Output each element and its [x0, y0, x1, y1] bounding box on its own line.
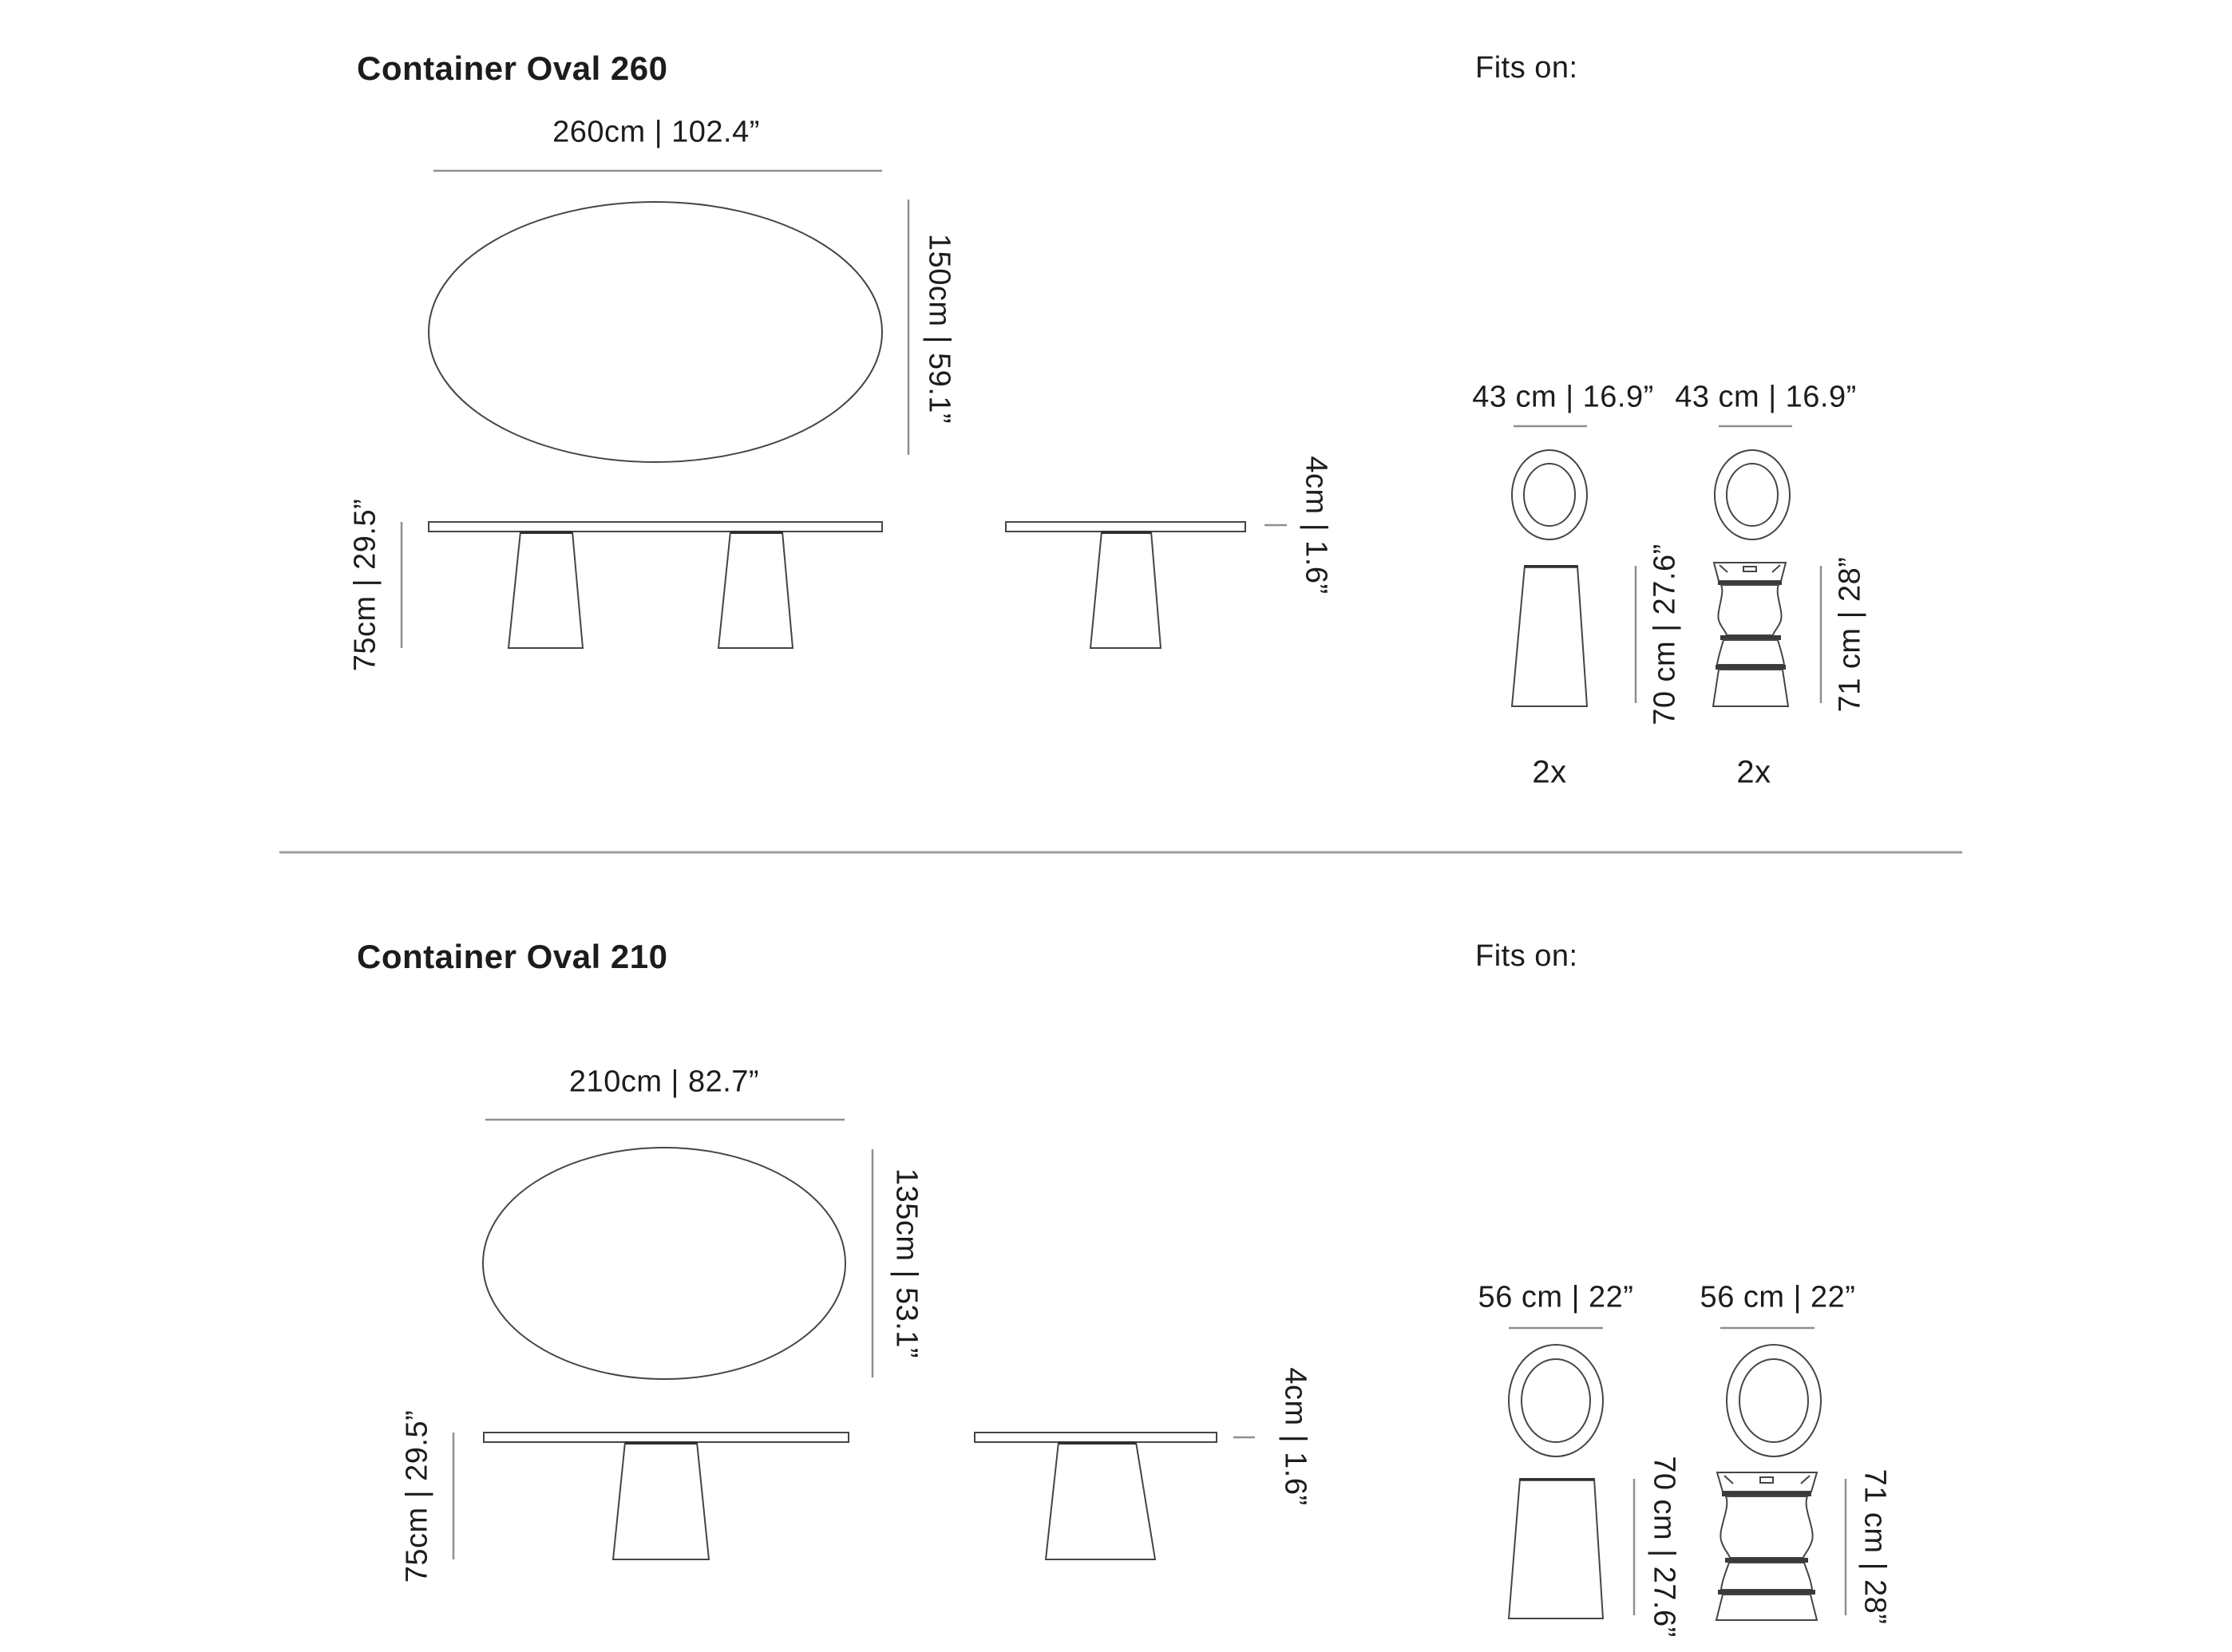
base-cone-43 — [1512, 426, 1636, 706]
base2-diameter-label-260: 43 cm | 16.9” — [1675, 380, 1857, 414]
fits-on-label-260: Fits on: — [1475, 51, 1578, 85]
side-view-short-210 — [975, 1433, 1255, 1559]
side-view-long-210 — [453, 1433, 849, 1559]
section-title-oval-260: Container Oval 260 — [357, 49, 668, 87]
depth-label-260: 150cm | 59.1” — [922, 233, 956, 425]
width-label-260: 260cm | 102.4” — [552, 115, 760, 149]
base2-height-label-210: 71 cm | 28” — [1858, 1468, 1892, 1625]
base1-diameter-label-260: 43 cm | 16.9” — [1472, 380, 1654, 414]
tabletop-oval-210 — [483, 1148, 845, 1379]
drawing-oval-260 — [402, 171, 1821, 706]
drawing-oval-210 — [453, 1120, 1846, 1620]
side-view-long-260 — [402, 522, 882, 648]
base-turned-43 — [1713, 426, 1821, 706]
base1-height-label-260: 70 cm | 27.6” — [1648, 543, 1682, 725]
base1-quantity-label-260: 2x — [1532, 754, 1567, 790]
height-label-210: 75cm | 29.5” — [400, 1409, 434, 1583]
base2-diameter-label-210: 56 cm | 22” — [1700, 1280, 1856, 1314]
base-cone-56 — [1509, 1328, 1634, 1618]
top-thickness-label-260: 4cm | 1.6” — [1299, 456, 1333, 595]
depth-label-210: 135cm | 53.1” — [889, 1168, 924, 1359]
top-thickness-label-210: 4cm | 1.6” — [1278, 1367, 1312, 1506]
section-title-oval-210: Container Oval 210 — [357, 938, 668, 975]
side-view-short-260 — [1006, 522, 1287, 648]
base2-height-label-260: 71 cm | 28” — [1833, 556, 1867, 713]
width-label-210: 210cm | 82.7” — [568, 1065, 760, 1099]
tabletop-oval-260 — [429, 202, 882, 462]
base1-height-label-210: 70 cm | 27.6” — [1647, 1456, 1681, 1638]
fits-on-label-210: Fits on: — [1475, 939, 1578, 973]
base2-quantity-label-260: 2x — [1736, 754, 1771, 790]
base-turned-56 — [1716, 1328, 1846, 1620]
base1-diameter-label-210: 56 cm | 22” — [1478, 1280, 1634, 1314]
height-label-260: 75cm | 29.5” — [348, 498, 382, 672]
